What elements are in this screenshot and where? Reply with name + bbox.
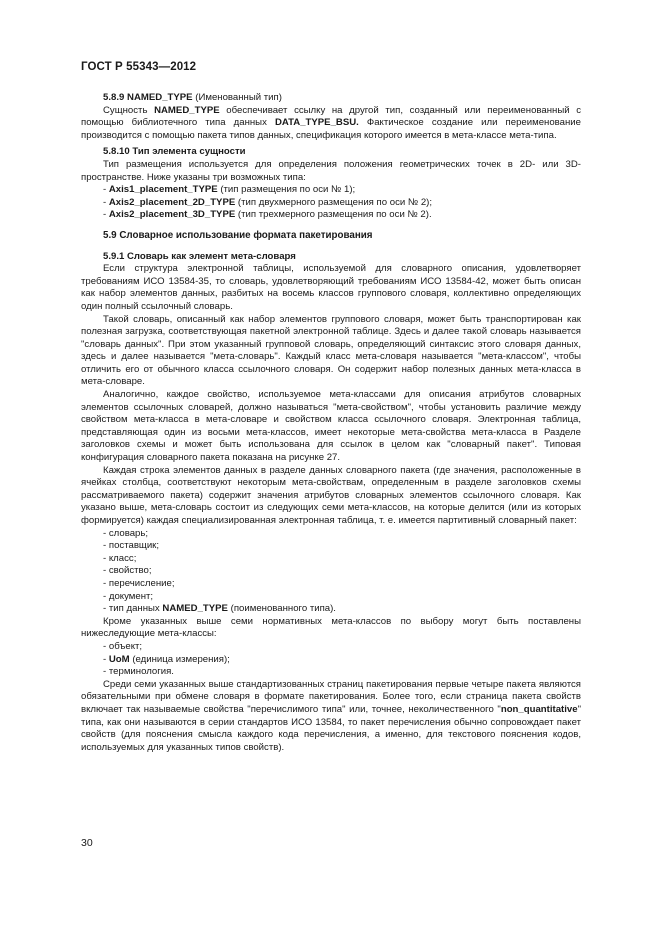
meta-class-list [81, 528, 581, 616]
section-entity-gloss: (Именованный тип) [192, 92, 282, 103]
paragraph: Тип размещения используется для определения положения геометрических точек в 2D- или 3D-пространстве. Ниже указаны три возможных типа: [81, 158, 581, 183]
section-entity-name: NAMED_TYPE [127, 92, 193, 103]
text-run: Фактическое создание или переименование производится с помощью пакета типов данных, спецификация которого имеется в мета-классе мета-типа. [81, 117, 581, 141]
type-desc: (тип двухмерного размещения по оси № 2); [235, 196, 433, 208]
text-run: " типа, как они называются в серии стандартов ИСО 13584, то пакет перечисления обычно сопровождает пакет свойств (для пояснения смысла каждого кода перечисления, а именно, для текстового пояснения кодов, используемых для указанных типов свойств). [81, 703, 581, 753]
type-name: Axis2_placement_3D_TYPE [108, 209, 236, 221]
page-number: 30 [81, 837, 93, 849]
list-item: - класс; [103, 553, 581, 566]
document-code-header: ГОСТ Р 55343—2012 [81, 61, 197, 73]
list-item: - перечисление; [103, 578, 581, 591]
type-desc: (тип размещения по оси № 1); [217, 184, 356, 196]
list-item: - свойство; [103, 565, 581, 578]
page-content [81, 92, 581, 754]
paragraph: Аналогично, каждое свойство, используемое мета-классами для описания атрибутов словарных элементов ссылочных словарей, должно называться "мета-свойством", чтобы установить различие между свойством мета-класса в мета-словаре и свойством класса ссылочного словаря. Электронная таблица, представляющая один из восьми мета-классов, имеет некоторые мета-свойства мета-класса в Разделе заголовков схемы и может быть использована для ссылок в целом как "словарный пакет". Типовая конфигурация словарного пакета показана на рисунке 27. [81, 389, 581, 464]
entity-name: non_quantitative [500, 703, 578, 715]
paragraph [81, 679, 581, 755]
entity-name: DATA_TYPE_BSU. [274, 117, 359, 129]
list-item: - словарь; [103, 528, 581, 541]
list-item: - поставщик; [103, 540, 581, 553]
section-5-8-10-heading: 5.8.10 Тип элемента сущности [103, 146, 246, 158]
type-name: Axis2_placement_2D_TYPE [108, 196, 236, 208]
paragraph: Каждая строка элементов данных в разделе данных словарного пакета (где значения, расположенные в ячейках столбца, соответствуют некоторым мета-свойствам, определенным в разделе заголовков схемы рассматриваемого пакета) содержит значения атрибутов словарных элементов ссылочного словаря. Как указано выше, мета-словарь состоит из следующих семи мета-классов, на которые делится (или из которых формируется) каждая специализированная электронная таблица, т. е. имеется партитивный словарный пакет: [81, 464, 581, 526]
paragraph: Такой словарь, описанный как набор элементов группового словаря, может быть транспортирован как полезная загрузка, соответствующая пакетной электронной таблице. Здесь и далее такой словарь называется "словарь данных". При этом указанный групповой словарь, определяющий синтаксис этого словаря данных, здесь и далее называется "мета-словарь". Каждый класс мета-словаря называется "мета-классом", чтобы отличить его от обычного класса ссылочного словаря. Он содержит набор полезных данных мета-класса в мета-словаре. [81, 313, 581, 388]
list-item [103, 209, 581, 222]
section-5-8-9-heading [81, 92, 581, 105]
section-number: 5.8.9 [103, 92, 125, 103]
type-name: Axis1_placement_TYPE [108, 184, 218, 196]
paragraph [81, 105, 581, 143]
text-run: обеспечивает ссылку на другой тип, созданный или переименованный с помощью библиотечного типа данных [81, 104, 581, 129]
list-item [103, 654, 581, 667]
list-item [103, 184, 581, 197]
text-run: (единица измерения); [129, 653, 230, 665]
paragraph: Если структура электронной таблицы, используемой для словарного описания, удовлетворяет требованиям ИСО 13584-35, то словарь, удовлетворяющий требованиям ИСО 13584-42, может быть описан как набор элементов данных, разбитых на восемь классов группового словаря, коллективно определяющих один полный ссылочный словарь. [81, 263, 581, 312]
text-run: Среди семи указанных выше стандартизованных страниц пакетирования первые четыре пакета являются обязательными при обмене словаря в формате пакетирования. Более того, если страница пакета свойств включает так называемые свойства "перечислимого типа" или, точнее, неколичественного " [81, 678, 581, 715]
entity-name: NAMED_TYPE [154, 104, 220, 116]
text-run: (поименованного типа). [227, 603, 336, 615]
entity-name: NAMED_TYPE [162, 603, 228, 615]
list-item [103, 197, 581, 210]
placement-type-list [81, 184, 581, 222]
text-run: Сущность [103, 104, 155, 116]
list-item: - документ; [103, 591, 581, 604]
section-5-9-1-heading: 5.9.1 Словарь как элемент мета-словаря [103, 250, 296, 262]
type-desc: (тип трехмерного размещения по оси № 2). [235, 209, 432, 221]
paragraph: Кроме указанных выше семи нормативных мета-классов по выбору могут быть поставлены нижеследующие мета-классы: [81, 615, 581, 640]
text-run: тип данных [108, 603, 163, 615]
optional-meta-class-list [81, 641, 581, 679]
list-item [103, 603, 581, 616]
list-item: - терминология. [103, 666, 581, 679]
entity-name: UoM [108, 653, 130, 665]
list-item: - объект; [103, 641, 581, 654]
section-5-9-heading: 5.9 Словарное использование формата пакетирования [103, 229, 373, 241]
